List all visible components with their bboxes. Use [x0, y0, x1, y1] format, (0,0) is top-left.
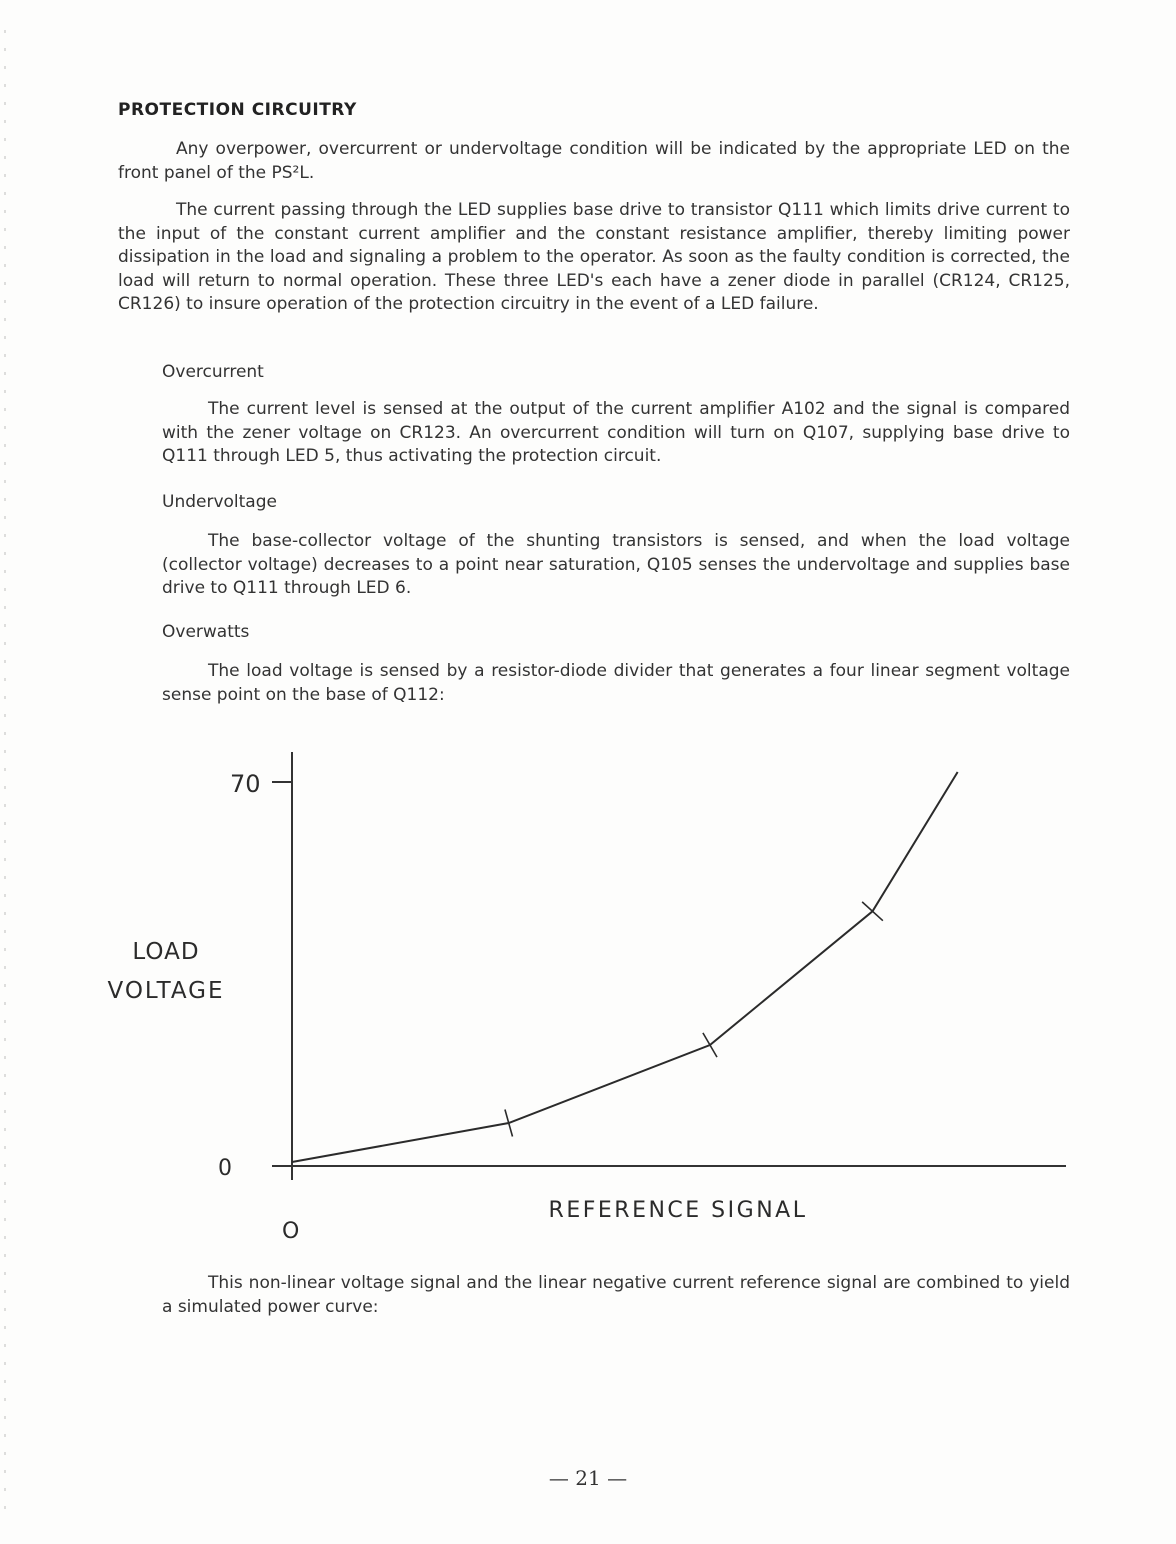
series-line-0 — [292, 772, 958, 1162]
subsection-body-overwatts: The load voltage is sensed by a resistor-diode divider that generates a four linear segment voltage sense point on the base of Q112: — [162, 661, 1070, 705]
intro-paragraph: Any overpower, overcurrent or undervoltage condition will be indicated by the appropriate LED on the front panel of the PS²L. — [118, 139, 1070, 183]
subsection-title-undervoltage: Undervoltage — [162, 492, 277, 512]
current-paragraph: The current passing through the LED supplies base drive to transistor Q111 which limits drive current to the input of the constant current amplifier and the constant resistance amplifier, thereby limiting power dissipation in the load and signaling a problem to the operator. As soon as the faulty condition is corrected, the load will return to normal operation. These three LED's each have a zener diode in parallel (CR124, CR125, CR126) to insure operation of the protection circuitry in the event of a LED failure. — [118, 200, 1070, 314]
y-axis-label-line-1: LOAD — [132, 939, 200, 965]
x-tick-label-0: O — [282, 1219, 300, 1244]
subsection-title-overwatts: Overwatts — [162, 622, 250, 642]
series-group — [292, 772, 958, 1162]
subsection-body-undervoltage: The base-collector voltage of the shunting transistors is sensed, and when the load voltage (collector voltage) decreases to a point near saturation, Q105 senses the undervoltage and supplies base drive to Q111 through LED 6. — [162, 531, 1070, 598]
page-number: — 21 — — [548, 1466, 628, 1490]
breakpoint-tick-2 — [703, 1033, 717, 1057]
closing-paragraph: This non-linear voltage signal and the linear negative current reference signal are combined to yield a simulated power curve: — [162, 1273, 1070, 1317]
subsection-title-overcurrent: Overcurrent — [162, 362, 264, 382]
x-axis-label: REFERENCE SIGNAL — [548, 1198, 808, 1223]
y-tick-label-70: 70 — [230, 770, 261, 798]
y-axis-label-line-2: VOLTAGE — [107, 978, 225, 1004]
y-tick-label-0: 0 — [218, 1156, 232, 1181]
subsection-body-overcurrent: The current level is sensed at the output of the current amplifier A102 and the signal is compared with the zener voltage on CR123. An overcurrent condition will turn on Q107, supplying base drive to Q111 through LED 5, thus activating the protection circuit. — [162, 399, 1070, 466]
section-title: PROTECTION CIRCUITRY — [118, 100, 357, 120]
